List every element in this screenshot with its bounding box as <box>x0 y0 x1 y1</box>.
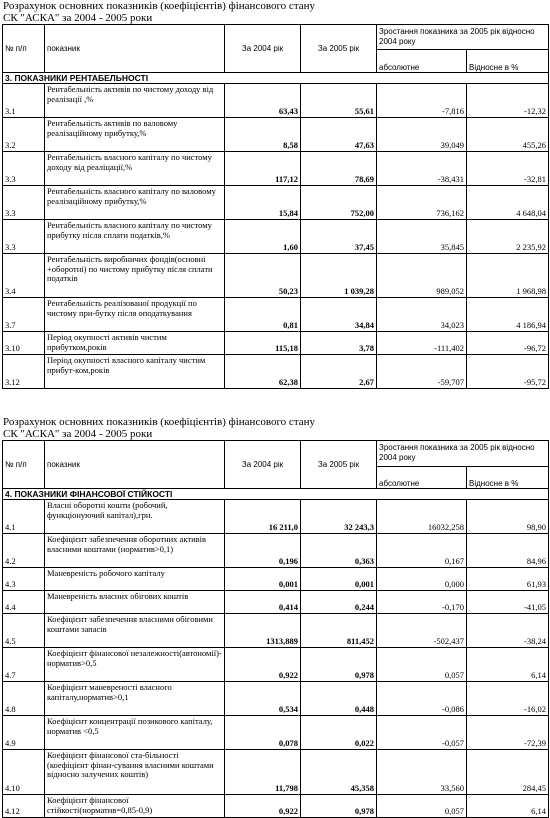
indicators-table-profitability <box>2 24 549 389</box>
row-number: 3.2 <box>3 118 45 152</box>
row-value-2005: 0,022 <box>301 716 377 750</box>
row-number: 4.9 <box>3 716 45 750</box>
table-row <box>3 332 549 355</box>
header-growth: Зростання показника за 2005 рік відносно 2004 року <box>377 441 549 467</box>
row-number: 3.4 <box>3 254 45 298</box>
header-relative: Відносне в % <box>467 467 549 489</box>
table-row <box>3 118 549 152</box>
row-value-2005: 811,452 <box>301 614 377 648</box>
row-value-2004: 62,38 <box>225 355 301 389</box>
table-row <box>3 254 549 298</box>
row-value-2004: 1313,889 <box>225 614 301 648</box>
row-absolute-change: -502,437 <box>377 614 467 648</box>
row-value-2004: 0,078 <box>225 716 301 750</box>
title-line: Розрахунок основних показників (коефіцієнтів) фінансового стану <box>3 416 316 428</box>
section-row <box>3 489 549 500</box>
row-absolute-change: -111,402 <box>377 332 467 355</box>
row-number: 4.5 <box>3 614 45 648</box>
table-row <box>3 220 549 254</box>
row-value-2004: 0,534 <box>225 682 301 716</box>
row-absolute-change: -7,816 <box>377 84 467 118</box>
row-indicator-name: Період окупності власного капіталу чистим прибут-ком,років <box>45 355 225 389</box>
row-absolute-change: 736,162 <box>377 186 467 220</box>
table-row <box>3 355 549 389</box>
row-value-2004: 0,001 <box>225 568 301 591</box>
row-indicator-name: Коефіцієнт фінансової ста-більності (коефіцієнт фінан-сування власними коштами відносно залучених коштів) <box>45 750 225 795</box>
title-line: Розрахунок основних показників (коефіцієнтів) фінансового стану <box>3 0 316 12</box>
header-row <box>3 25 549 50</box>
row-relative-change: -96,72 <box>467 332 549 355</box>
table-row <box>3 152 549 186</box>
row-value-2004: 50,23 <box>225 254 301 298</box>
row-absolute-change: 39,049 <box>377 118 467 152</box>
row-number: 4.12 <box>3 795 45 818</box>
row-value-2005: 55,61 <box>301 84 377 118</box>
row-value-2005: 34,84 <box>301 298 377 332</box>
row-indicator-name: Коефіцієнт фінансової незалежності(автономії)-норматив>0,5 <box>45 648 225 682</box>
table-row <box>3 716 549 750</box>
row-value-2005: 37,45 <box>301 220 377 254</box>
row-number: 3.10 <box>3 332 45 355</box>
table-row <box>3 591 549 614</box>
row-indicator-name: Коефіцієнт фінансової стійкості(норматив=0,85-0,9) <box>45 795 225 818</box>
row-value-2004: 15,84 <box>225 186 301 220</box>
row-number: 3.3 <box>3 220 45 254</box>
row-absolute-change: -59,707 <box>377 355 467 389</box>
row-number: 4.4 <box>3 591 45 614</box>
title-line: СК "АСКА" за 2004 - 2005 роки <box>3 428 153 440</box>
row-relative-change: -72,39 <box>467 716 549 750</box>
row-value-2005: 2,67 <box>301 355 377 389</box>
row-indicator-name: Рентабельність власного капіталу по валовому реалізаційному прибутку,% <box>45 186 225 220</box>
table-row <box>3 500 549 534</box>
row-indicator-name: Коефіцієнт маневреності власного капіталу,норматив>0,1 <box>45 682 225 716</box>
row-value-2005: 1 039,28 <box>301 254 377 298</box>
row-indicator-name: Маневреність власних обігових коштів <box>45 591 225 614</box>
header-num: № п/п <box>3 441 45 489</box>
row-indicator-name: Маневреність робочого капіталу <box>45 568 225 591</box>
row-relative-change: 98,90 <box>467 500 549 534</box>
row-indicator-name: Коефіцієнт забезпечення оборотних активів власними коштами (норматив>0,1) <box>45 534 225 568</box>
header-2005: За 2005 рік <box>301 441 377 489</box>
header-num: № п/п <box>3 25 45 73</box>
row-absolute-change: 33,560 <box>377 750 467 795</box>
header-growth: Зростання показника за 2005 рік відносно 2004 року <box>377 25 549 50</box>
row-number: 3.7 <box>3 298 45 332</box>
row-absolute-change: 0,057 <box>377 795 467 818</box>
row-value-2005: 0,363 <box>301 534 377 568</box>
row-number: 4.8 <box>3 682 45 716</box>
row-number: 4.1 <box>3 500 45 534</box>
header-2004: За 2004 рік <box>225 441 301 489</box>
table-row <box>3 298 549 332</box>
row-value-2004: 11,798 <box>225 750 301 795</box>
row-number: 4.2 <box>3 534 45 568</box>
row-absolute-change: 16032,258 <box>377 500 467 534</box>
row-value-2005: 0,978 <box>301 795 377 818</box>
row-value-2004: 1,60 <box>225 220 301 254</box>
row-relative-change: 455,26 <box>467 118 549 152</box>
row-relative-change: -16,02 <box>467 682 549 716</box>
row-number: 3.1 <box>3 84 45 118</box>
row-value-2005: 0,978 <box>301 648 377 682</box>
table-row <box>3 614 549 648</box>
row-relative-change: -95,72 <box>467 355 549 389</box>
row-indicator-name: Власні оборотні кошти (робочий, функціонуючий капітал),грн. <box>45 500 225 534</box>
table-row <box>3 682 549 716</box>
row-value-2004: 63,43 <box>225 84 301 118</box>
row-number: 3.12 <box>3 355 45 389</box>
indicators-table-stability <box>2 440 549 818</box>
row-indicator-name: Рентабельність виробничих фондів(основні +оборотні) по чистому прибутку після сплати податків <box>45 254 225 298</box>
row-number: 3.3 <box>3 152 45 186</box>
row-value-2005: 752,00 <box>301 186 377 220</box>
row-number: 4.7 <box>3 648 45 682</box>
table-row <box>3 648 549 682</box>
section-row <box>3 73 549 84</box>
row-relative-change: 6,14 <box>467 795 549 818</box>
row-value-2004: 8,58 <box>225 118 301 152</box>
row-relative-change: 2 235,92 <box>467 220 549 254</box>
table-row <box>3 186 549 220</box>
row-absolute-change: 0,167 <box>377 534 467 568</box>
row-indicator-name: Рентабельність власного капіталу по чистому доходу від реаліцації,% <box>45 152 225 186</box>
row-relative-change: 6,14 <box>467 648 549 682</box>
table-row <box>3 750 549 795</box>
header-2005: За 2005 рік <box>301 25 377 73</box>
header-name: показник <box>45 25 225 73</box>
row-value-2004: 0,922 <box>225 795 301 818</box>
row-absolute-change: 34,023 <box>377 298 467 332</box>
row-indicator-name: Коефіцієнт концентрації позикового капіталу, норматив <0,5 <box>45 716 225 750</box>
row-relative-change: 84,96 <box>467 534 549 568</box>
table-row <box>3 568 549 591</box>
header-absolute: абсолютне <box>377 467 467 489</box>
row-relative-change: 4 186,94 <box>467 298 549 332</box>
row-value-2004: 117,12 <box>225 152 301 186</box>
row-indicator-name: Рентабельність активів по валовому реалізаційному прибутку,% <box>45 118 225 152</box>
section-title: 4. ПОКАЗНИКИ ФІНАНСОВОЇ СТІЙКОСТІ <box>3 489 549 500</box>
row-absolute-change: 989,052 <box>377 254 467 298</box>
row-indicator-name: Період окупності активів чистим прибутком,років <box>45 332 225 355</box>
row-value-2004: 0,196 <box>225 534 301 568</box>
header-2004: За 2004 рік <box>225 25 301 73</box>
table-row <box>3 795 549 818</box>
report-title-1 <box>0 0 550 24</box>
title-line: СК "АСКА" за 2004 - 2005 роки <box>3 12 153 24</box>
row-relative-change: -12,32 <box>467 84 549 118</box>
row-absolute-change: -0,086 <box>377 682 467 716</box>
report-title-2 <box>0 416 550 440</box>
row-relative-change: 4 648,04 <box>467 186 549 220</box>
row-value-2004: 0,414 <box>225 591 301 614</box>
row-relative-change: -38,24 <box>467 614 549 648</box>
row-absolute-change: 35,845 <box>377 220 467 254</box>
row-number: 4.3 <box>3 568 45 591</box>
row-value-2004: 115,18 <box>225 332 301 355</box>
row-absolute-change: 0,000 <box>377 568 467 591</box>
row-absolute-change: -0,057 <box>377 716 467 750</box>
row-absolute-change: -38,431 <box>377 152 467 186</box>
row-absolute-change: 0,057 <box>377 648 467 682</box>
row-relative-change: -32,81 <box>467 152 549 186</box>
row-indicator-name: Рентабельність активів по чистому доходу від реалізації ,% <box>45 84 225 118</box>
header-absolute: абсолютне <box>377 50 467 73</box>
row-value-2005: 47,63 <box>301 118 377 152</box>
row-value-2005: 32 243,3 <box>301 500 377 534</box>
report-2 <box>0 416 550 818</box>
row-value-2005: 78,69 <box>301 152 377 186</box>
row-relative-change: 1 968,98 <box>467 254 549 298</box>
row-relative-change: 61,93 <box>467 568 549 591</box>
header-name: показник <box>45 441 225 489</box>
row-number: 3.3 <box>3 186 45 220</box>
row-value-2005: 3,78 <box>301 332 377 355</box>
row-relative-change: 284,45 <box>467 750 549 795</box>
row-relative-change: -41,05 <box>467 591 549 614</box>
row-value-2005: 45,358 <box>301 750 377 795</box>
row-absolute-change: -0,170 <box>377 591 467 614</box>
row-value-2004: 16 211,0 <box>225 500 301 534</box>
section-title: 3. ПОКАЗНИКИ РЕНТАБЕЛЬНОСТІ <box>3 73 549 84</box>
row-indicator-name: Коефіцієнт забезпечення власними обіговими коштами запасів <box>45 614 225 648</box>
row-value-2005: 0,244 <box>301 591 377 614</box>
row-value-2004: 0,81 <box>225 298 301 332</box>
header-row <box>3 441 549 467</box>
table-row <box>3 534 549 568</box>
row-indicator-name: Рентабельність власного капіталу по чистому прибутку після сплати податків,% <box>45 220 225 254</box>
row-value-2004: 0,922 <box>225 648 301 682</box>
row-value-2005: 0,448 <box>301 682 377 716</box>
row-indicator-name: Рентабельність реалізованої продукції по чистому при-бутку після оподаткування <box>45 298 225 332</box>
table-row <box>3 84 549 118</box>
report-1 <box>0 0 550 389</box>
header-relative: Відносне в % <box>467 50 549 73</box>
row-number: 4.10 <box>3 750 45 795</box>
row-value-2005: 0,001 <box>301 568 377 591</box>
